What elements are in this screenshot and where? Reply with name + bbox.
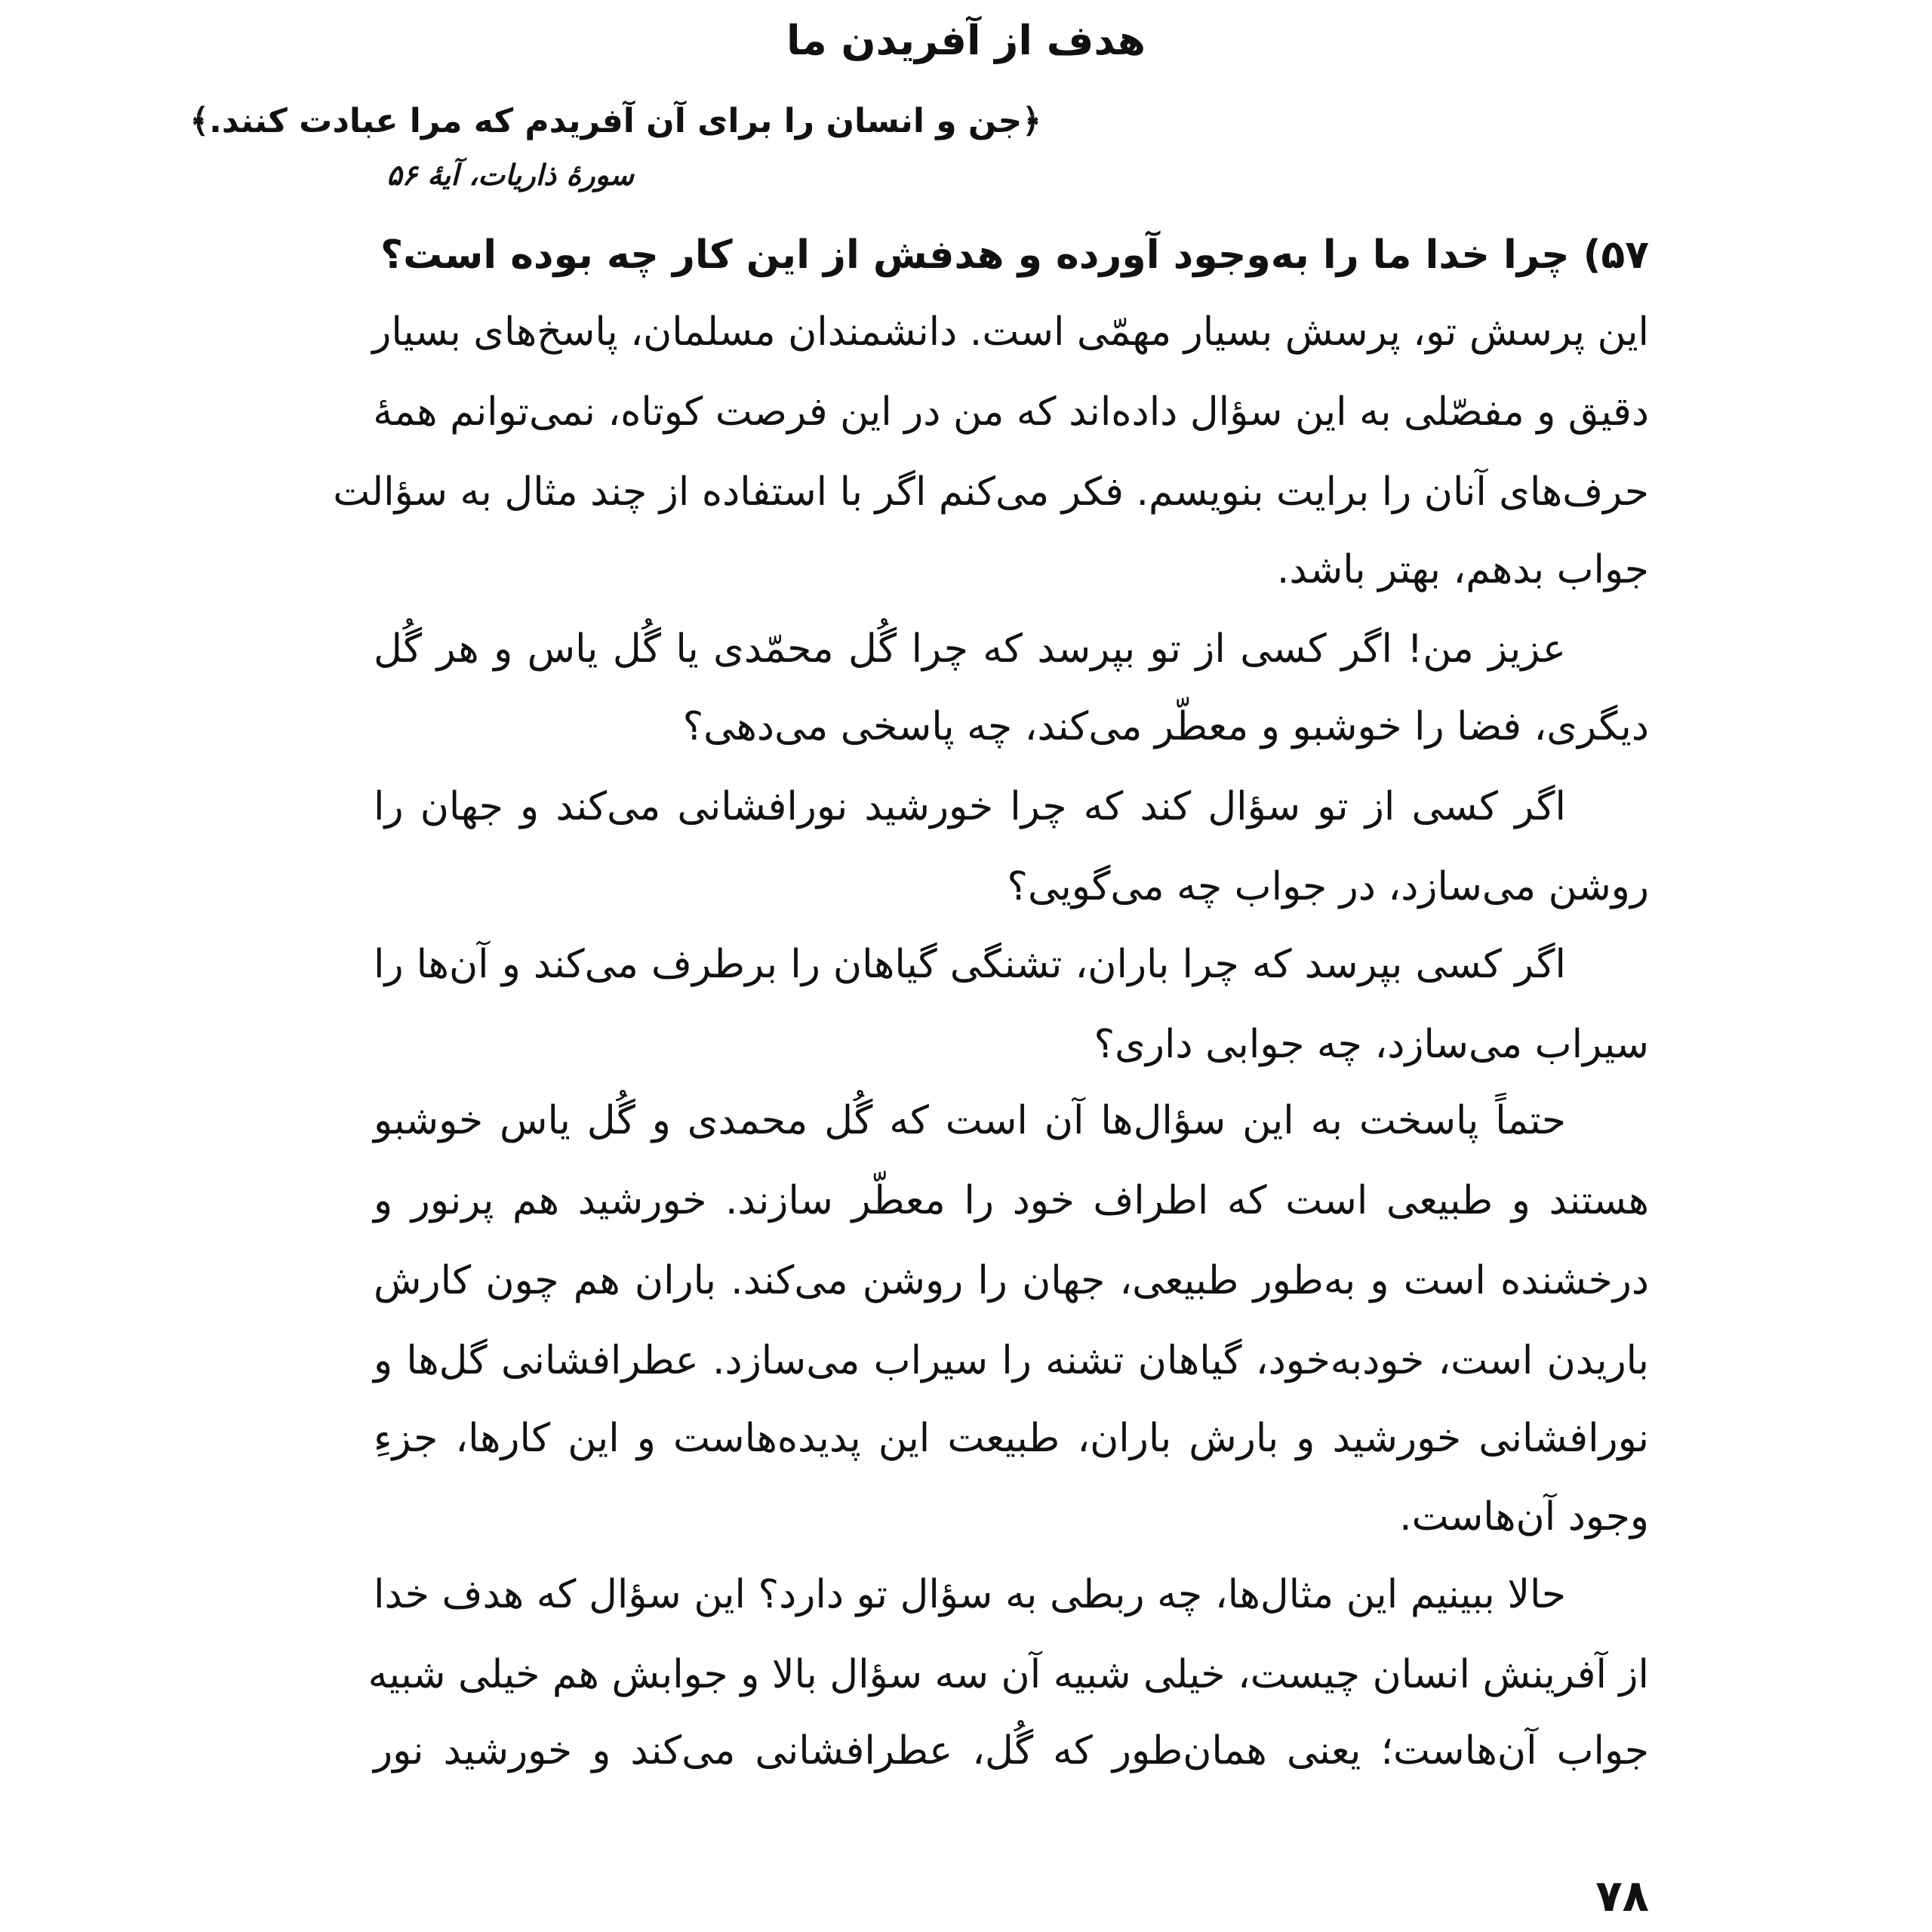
body-line: اگر کسی بپرسد که چرا باران، تشنگی گیاهان را برطرف می‌کند و آن‌ها را bbox=[374, 942, 1566, 987]
body-line: جواب آن‌هاست؛ یعنی همان‌طور که گُل، عطرافشانی می‌کند و خورشید نور bbox=[374, 1728, 1649, 1774]
body-line: روشن می‌سازد، در جواب چه می‌گویی؟ bbox=[1007, 864, 1649, 909]
body-line: حتماً پاسخت به این سؤال‌ها آن است که گُل محمدی و گُل یاس خوشبو bbox=[374, 1098, 1566, 1143]
body-line: نورافشانی خورشید و بارش باران، طبیعت این پدیده‌هاست و این کارها، جزءِ bbox=[374, 1416, 1649, 1461]
body-line: هستند و طبیعی است که اطراف خود را معطّر سازند. خورشید هم پرنور و bbox=[374, 1178, 1649, 1223]
body-line: حالا ببینیم این مثال‌ها، چه ربطی به سؤال تو دارد؟ این سؤال که هدف خدا bbox=[374, 1572, 1566, 1617]
body-line: وجود آن‌هاست. bbox=[1399, 1494, 1649, 1540]
body-line: از آفرینش انسان چیست، خیلی شبیه آن سه سؤال بالا و جوابش هم خیلی شبیه bbox=[368, 1652, 1649, 1697]
body-line: اگر کسی از تو سؤال کند که چرا خورشید نورافشانی می‌کند و جهان را bbox=[374, 784, 1566, 829]
page-title: هدف از آفریدن ما bbox=[786, 17, 1146, 64]
body-line: جواب بدهم، بهتر باشد. bbox=[1276, 547, 1649, 592]
body-line: عزیز من! اگر کسی از تو بپرسد که چرا گُل محمّدی یا گُل یاس و هر گُل bbox=[374, 626, 1566, 672]
body-line: این پرسش تو، پرسش بسیار مهمّی است. دانشمندان مسلمان، پاسخ‌های بسیار bbox=[372, 309, 1649, 355]
body-line: دیگری، فضا را خوشبو و معطّر می‌کند، چه پاسخی می‌دهی؟ bbox=[682, 704, 1649, 749]
body-line: حرف‌های آنان را برایت بنویسم. فکر می‌کنم اگر با استفاده از چند مثال به سؤالت bbox=[333, 469, 1649, 515]
body-line: درخشنده است و به‌طور طبیعی، جهان را روشن می‌کند. باران هم چون کارش bbox=[374, 1258, 1649, 1303]
body-line: دقیق و مفصّلی به این سؤال داده‌اند که من در این فرصت کوتاه، نمی‌توانم همهٔ bbox=[373, 389, 1649, 435]
body-line: باریدن است، خودبه‌خود، گیاهان تشنه را سیراب می‌سازد. عطرافشانی گل‌ها و bbox=[374, 1338, 1649, 1383]
question-heading: ۵۷) چرا خدا ما را به‌وجود آورده و هدفش از این کار چه بوده است؟ bbox=[380, 232, 1649, 278]
page-number: ۷۸ bbox=[1595, 1870, 1649, 1921]
quran-quote: ﴿جن و انسان را برای آن آفریدم که مرا عبادت کنند.﴾ bbox=[189, 102, 1041, 140]
quote-citation: سورهٔ ذاریات، آیهٔ ۵۶ bbox=[386, 158, 634, 192]
body-line: سیراب می‌سازد، چه جوابی داری؟ bbox=[1094, 1022, 1649, 1067]
